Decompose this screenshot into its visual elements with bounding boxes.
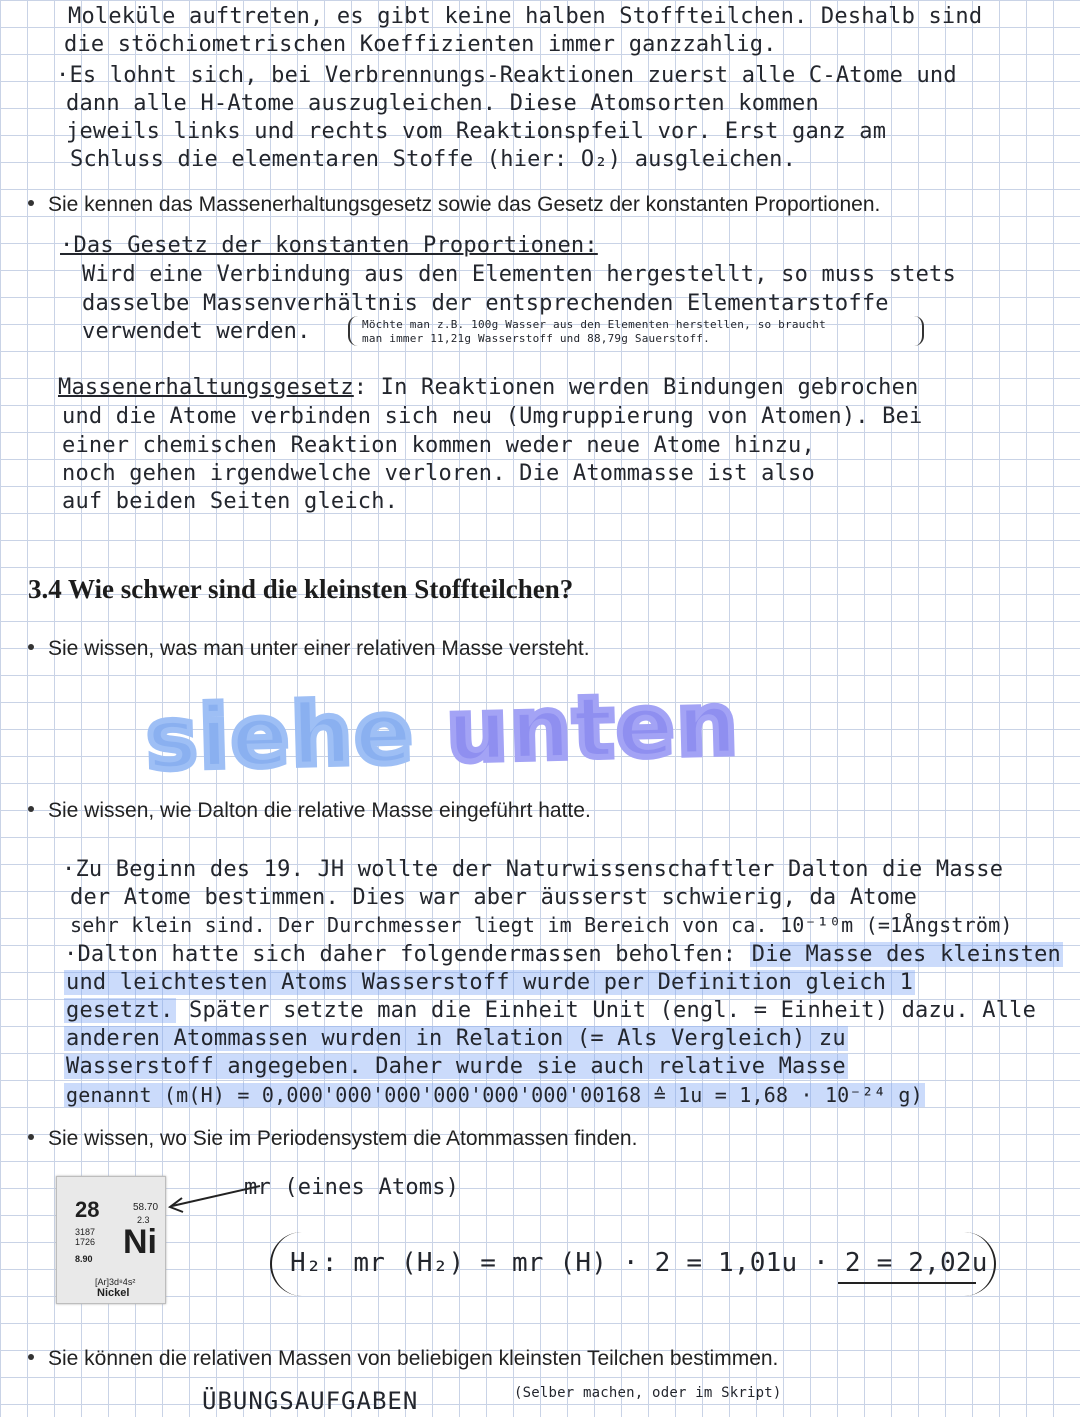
law-text: : In Reaktionen werden Bindungen gebrochen bbox=[353, 375, 919, 400]
bullet-dot bbox=[28, 644, 34, 650]
formula: H₂: mr (H₂) = mr (H) · 2 = 1,01u · 2 = 2,02u bbox=[290, 1248, 988, 1278]
highlighted-text: Wasserstoff angegeben. Daher wurde sie auch relative Masse bbox=[66, 1054, 846, 1079]
text-line: der Atome bestimmen. Dies war aber äusserst schwierig, da Atome bbox=[70, 885, 918, 910]
note-line: Möchte man z.B. 100g Wasser aus den Elementen herstellen, so braucht bbox=[362, 318, 826, 331]
text-line bbox=[64, 1025, 848, 1052]
boiling-point: 1726 bbox=[75, 1237, 96, 1247]
see-below-note bbox=[145, 674, 741, 790]
text-line bbox=[64, 997, 1036, 1024]
text-line: die stöchiometrischen Koeffizienten immer ganzzahlig. bbox=[64, 32, 777, 57]
element-symbol: Ni bbox=[123, 1223, 157, 1261]
exercises-heading: ÜBUNGSAUFGABEN bbox=[202, 1387, 419, 1415]
text-line bbox=[64, 1082, 925, 1109]
text-line: noch gehen irgendwelche verloren. Die Atommasse ist also bbox=[62, 461, 815, 486]
text-line: verwendet werden. bbox=[82, 319, 311, 344]
text-line: sehr klein sind. Der Durchmesser liegt im Bereich von ca. 10⁻¹⁰m (=1Ångström) bbox=[70, 913, 1013, 937]
law-title: Massenerhaltungsgesetz bbox=[58, 375, 354, 400]
text-line: auf beiden Seiten gleich. bbox=[62, 489, 399, 514]
relative-mass-label: mr (eines Atoms) bbox=[244, 1175, 460, 1200]
learning-goal bbox=[28, 1346, 778, 1372]
note-line: man immer 11,21g Wasserstoff und 88,79g Sauerstoff. bbox=[362, 332, 710, 345]
learning-goal-text: Sie kennen das Massenerhaltungsgesetz sowie das Gesetz der konstanten Proportionen. bbox=[48, 193, 881, 216]
highlighted-text: gesetzt. bbox=[66, 998, 174, 1023]
density: 8.90 bbox=[75, 1254, 93, 1264]
highlighted-text: und leichtesten Atoms Wasserstoff wurde per Definition gleich 1 bbox=[66, 970, 914, 995]
text-segment: Später setzte man die Einheit Unit (engl. = Einheit) dazu. Alle bbox=[175, 998, 1037, 1023]
text-line bbox=[64, 969, 915, 996]
text-line: einer chemischen Reaktion kommen weder neue Atome hinzu, bbox=[62, 433, 815, 458]
bullet-dot bbox=[28, 1354, 34, 1360]
text-line: ·Zu Beginn des 19. JH wollte der Naturwissenschaftler Dalton die Masse bbox=[62, 857, 1004, 882]
text-line bbox=[58, 374, 919, 401]
result-underline bbox=[838, 1282, 976, 1284]
see-below-word: unten bbox=[445, 674, 741, 782]
text-line: jeweils links und rechts vom Reaktionspfeil vor. Erst ganz am bbox=[66, 119, 887, 144]
text-line: und die Atome verbinden sich neu (Umgruppierung von Atomen). Bei bbox=[62, 404, 923, 429]
text-segment: ·Dalton hatte sich daher folgendermassen beholfen: bbox=[64, 942, 737, 967]
learning-goal-text: Sie wissen, wie Dalton die relative Masse eingeführt hatte. bbox=[48, 799, 591, 822]
learning-goal-text: Sie können die relativen Massen von beliebigen kleinsten Teilchen bestimmen. bbox=[48, 1347, 779, 1370]
text-line bbox=[64, 941, 1063, 968]
element-name: Nickel bbox=[97, 1287, 130, 1299]
section-heading: 3.4 Wie schwer sind die kleinsten Stoffteilchen? bbox=[28, 574, 574, 604]
text-line bbox=[64, 1053, 848, 1080]
text-line: ·Es lohnt sich, bei Verbrennungs-Reaktionen zuerst alle C-Atome und bbox=[56, 63, 957, 88]
periodic-table-tile bbox=[56, 1176, 166, 1304]
highlighted-text: anderen Atommassen wurden in Relation (= Als Vergleich) zu bbox=[66, 1026, 846, 1051]
text-line: dann alle H-Atome auszugleichen. Diese Atomsorten kommen bbox=[66, 91, 819, 116]
learning-goal bbox=[28, 798, 591, 824]
learning-goal bbox=[28, 192, 880, 218]
highlighted-text: genannt (m(H) = 0,000'000'000'000'000'000'00168 ≙ 1u = 1,68 · 10⁻²⁴ g) bbox=[66, 1083, 923, 1107]
electronegativity: 2.3 bbox=[137, 1215, 150, 1225]
atomic-number: 28 bbox=[75, 1197, 100, 1222]
highlighted-text: Die Masse des kleinsten bbox=[751, 942, 1061, 967]
text-line: Wird eine Verbindung aus den Elementen hergestellt, so muss stets bbox=[82, 262, 956, 287]
bullet-dot bbox=[28, 1134, 34, 1140]
melting-point: 3187 bbox=[75, 1227, 96, 1237]
bullet-dot bbox=[28, 200, 34, 206]
learning-goal bbox=[28, 636, 590, 662]
see-below-word: siehe bbox=[144, 682, 416, 790]
learning-goal-text: Sie wissen, was man unter einer relativen Masse versteht. bbox=[48, 637, 590, 660]
text-line: Schluss die elementaren Stoffe (hier: O₂) ausgleichen. bbox=[70, 147, 797, 172]
law-title: ·Das Gesetz der konstanten Proportionen: bbox=[60, 233, 598, 258]
electron-configuration: [Ar]3d⁸4s² bbox=[95, 1277, 136, 1287]
learning-goal-text: Sie wissen, wo Sie im Periodensystem die Atommassen finden. bbox=[48, 1127, 638, 1150]
text-line: Moleküle auftreten, es gibt keine halben Stoffteilchen. Deshalb sind bbox=[68, 4, 983, 29]
text-line: dasselbe Massenverhältnis der entsprechenden Elementarstoffe bbox=[82, 291, 889, 316]
learning-goal bbox=[28, 1126, 637, 1152]
bullet-dot bbox=[28, 806, 34, 812]
atomic-mass: 58.70 bbox=[133, 1202, 159, 1213]
exercises-note: (Selber machen, oder im Skript) bbox=[514, 1385, 782, 1401]
